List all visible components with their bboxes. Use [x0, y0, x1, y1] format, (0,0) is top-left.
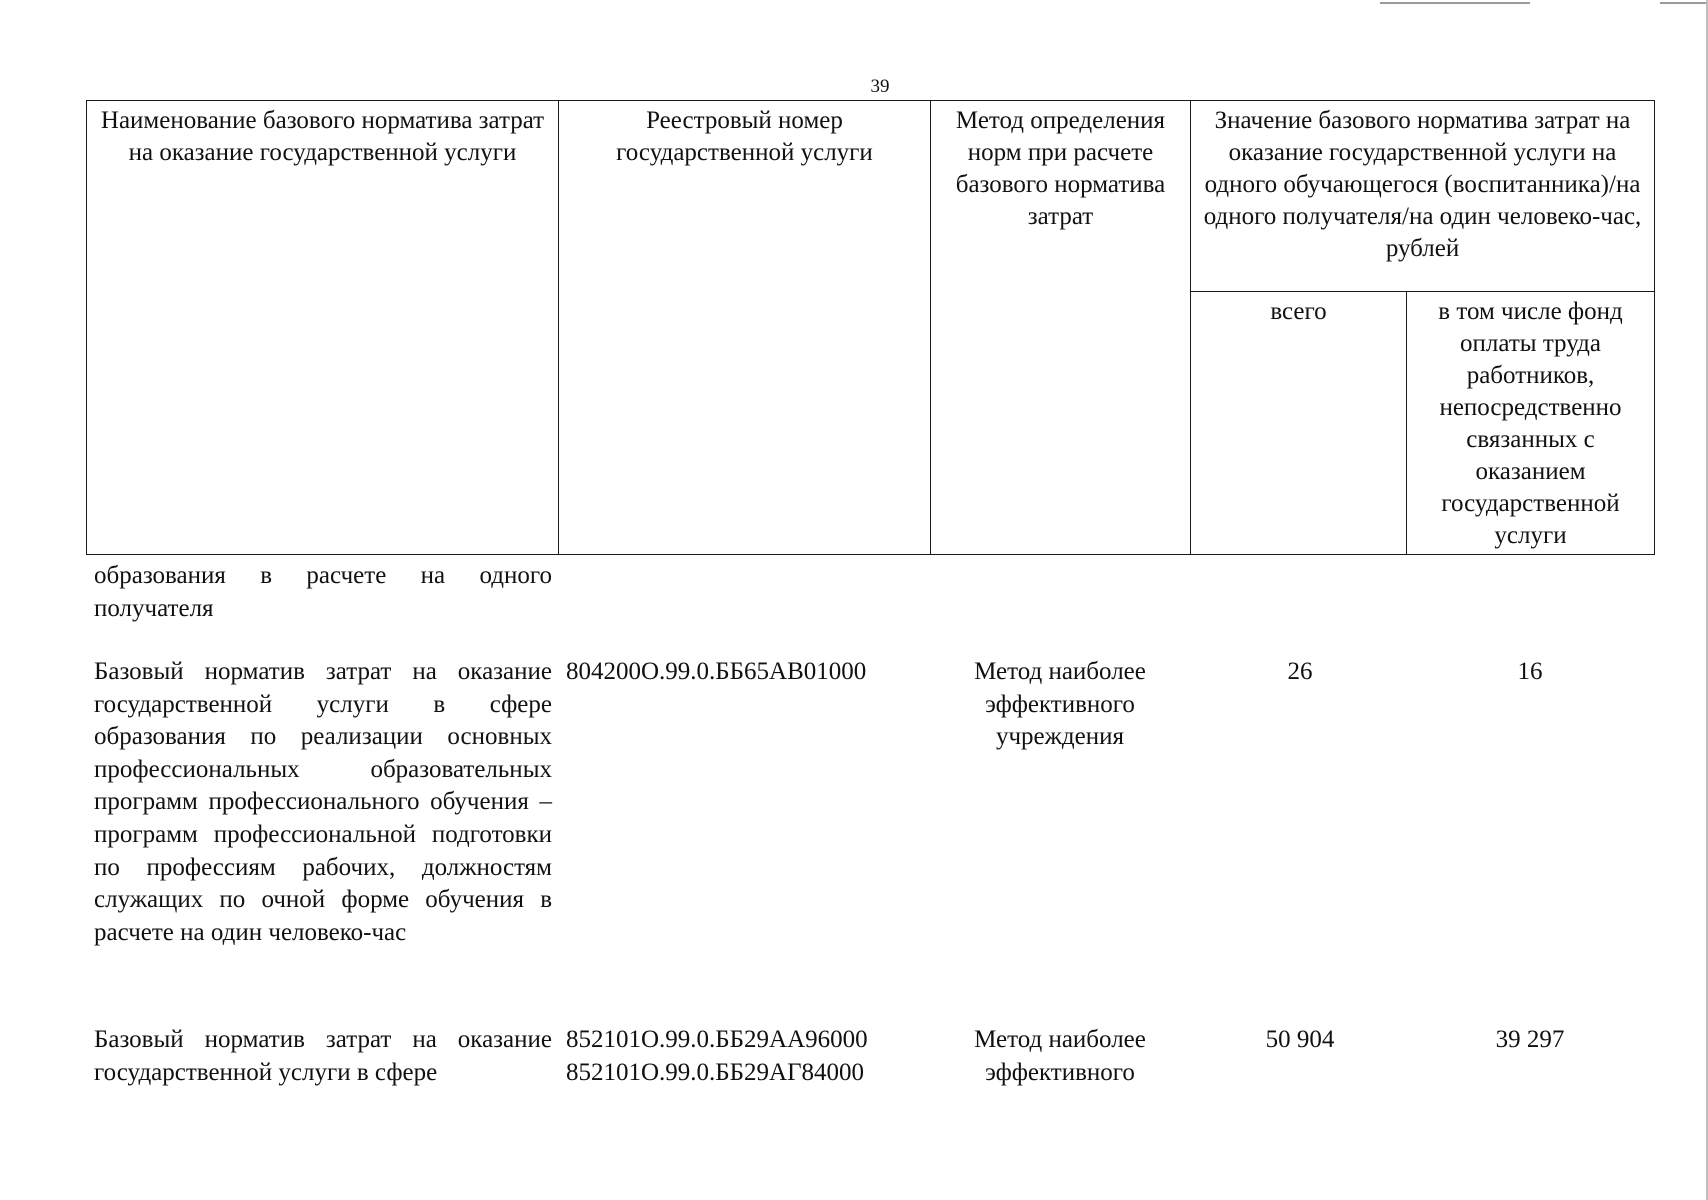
- row-2-registry-number: 852101О.99.0.ББ29АГ84000: [566, 1058, 865, 1086]
- scan-edge-mark: [1380, 2, 1530, 4]
- scan-edge-mark: [1660, 2, 1708, 4]
- header-registry-column: Реестровый номер государственной услуги: [559, 101, 931, 555]
- row-1-method-line: эффективного: [985, 690, 1135, 718]
- row-2-method-line: эффективного: [985, 1058, 1135, 1086]
- row-1-wage-fund: 16: [1517, 658, 1543, 685]
- row-1-method-line: Метод наиболее: [974, 658, 1146, 685]
- header-wage-fund-column: в том числе фонд оплаты труда работников, непосредственно связанных с оказанием государственной услуги: [1407, 292, 1655, 555]
- header-total-column: всего: [1191, 292, 1407, 555]
- row-1-method-line: учреждения: [995, 723, 1124, 751]
- table-header: [86, 100, 1655, 555]
- scan-edge-mark: [1706, 0, 1708, 1200]
- row-2-wage-fund: 39 297: [1495, 1026, 1565, 1053]
- row-2-registry-number: 852101О.99.0.ББ29АА96000: [566, 1026, 868, 1053]
- row-1-registry-number: 804200О.99.0.ББ65АВ01000: [566, 658, 867, 685]
- row-2-method-line: Метод наиболее: [974, 1026, 1146, 1053]
- row-name-continuation: образования в расчете на одного получателя: [94, 562, 552, 622]
- row-2-name: Базовый норматив затрат на оказание государственной услуги в сфере: [94, 1026, 552, 1086]
- row-1-method: [930, 656, 1190, 754]
- row-1-total: 26: [1287, 658, 1313, 685]
- row-2-method: [930, 1024, 1190, 1089]
- page-number: 39: [870, 76, 890, 97]
- row-2-total: 50 904: [1265, 1026, 1335, 1053]
- header-name-column: Наименование базового норматива затрат на оказание государственной услуги: [87, 101, 559, 555]
- header-value-column: Значение базового норматива затрат на оказание государственной услуги на одного обучающегося (воспитанника)/на одного получателя/на один человеко-час, рублей: [1191, 101, 1655, 292]
- row-2-registry-numbers: [566, 1024, 926, 1089]
- row-1-name: Базовый норматив затрат на оказание государственной услуги в сфере образования по реализации основных профессиональных образовательных программ профессионального обучения – программ профессиональной подготовки по профессиям рабочих, должностям служащих по очной форме обучения в расчете на один человеко-час: [94, 658, 552, 946]
- header-method-column: Метод определения норм при расчете базового норматива затрат: [931, 101, 1191, 555]
